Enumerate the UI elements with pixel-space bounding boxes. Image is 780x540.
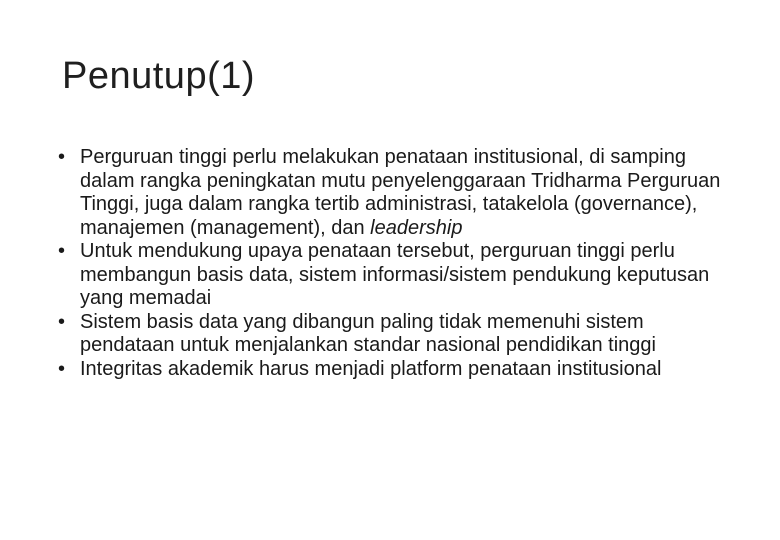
slide-title: Penutup(1) [62, 55, 256, 97]
bullet-item [56, 240, 736, 311]
bullet-list [56, 146, 736, 381]
bullet-text: Integritas akademik harus menjadi platform penataan institusional [80, 357, 662, 380]
bullet-text: Sistem basis data yang dibangun paling tidak memenuhi sistem pendataan untuk menjalankan standar nasional pendidikan tinggi [80, 310, 656, 356]
bullet-text: Untuk mendukung upaya penataan tersebut, perguruan tinggi perlu membangun basis data, sistem informasi/sistem pendukung keputusan yang memadai [80, 240, 710, 309]
bullet-item [56, 311, 736, 358]
bullet-marker: • [58, 357, 66, 380]
bullet-text-main: Perguruan tinggi perlu melakukan penataan institusional, di samping dalam rangka peningkatan mutu penyelenggaraan Tridharma Perguruan Tinggi, juga dalam rangka tertib administrasi, tatakelola (governance), manajemen (management), dan [80, 146, 721, 239]
bullet-marker: • [58, 240, 66, 262]
bullet-text-emphasis: leadership [370, 216, 463, 239]
bullet-item [56, 358, 736, 382]
bullet-item [56, 146, 736, 240]
bullet-text [80, 146, 736, 240]
bullet-marker: • [58, 146, 66, 168]
bullet-marker: • [58, 310, 66, 333]
